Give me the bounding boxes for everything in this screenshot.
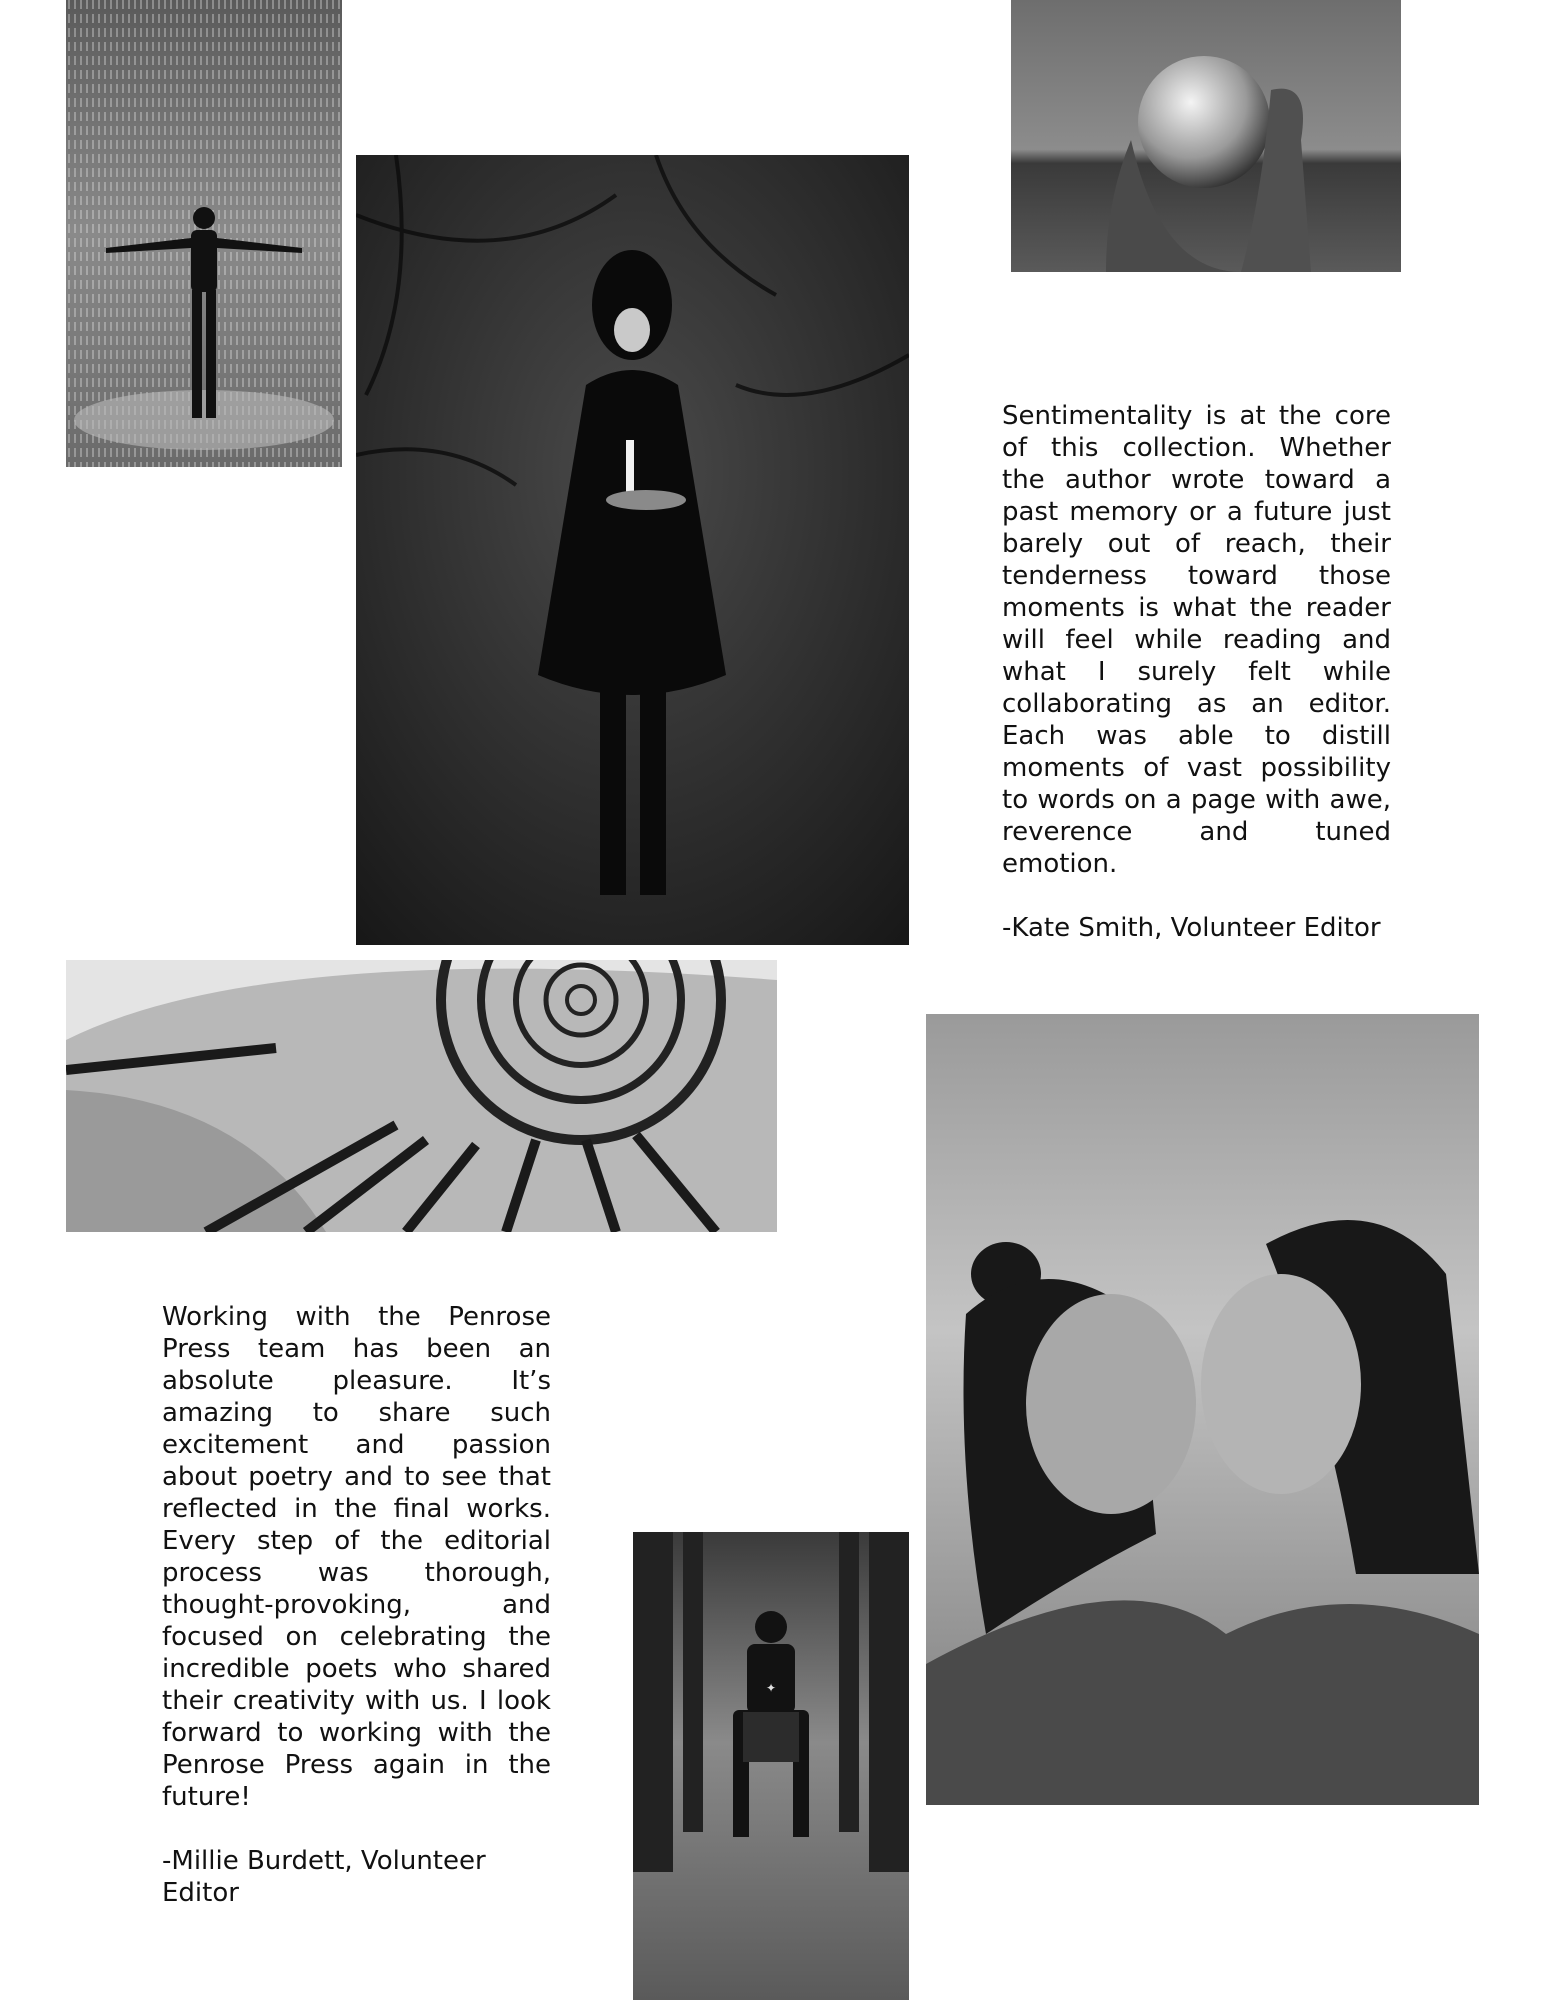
quote-signature: -Kate Smith, Volunteer Editor bbox=[1002, 913, 1381, 943]
quote-text: Working with the Penrose Press team has been an absolute pleasure. It’s amazing to share such excitement and passion about poetry and to see that reflected in the final works. Every step of the editorial process was thorough, thought-provoking, and focused on celebrating the incredible poets who shared their creativity with us. I look forward to working with the Penrose Press again in the future! bbox=[162, 1302, 551, 1812]
quote-signature: -Millie Burdett, Volunteer Editor bbox=[162, 1846, 486, 1908]
svg-text:✦: ✦ bbox=[765, 1681, 777, 1695]
millie-burdett-quote bbox=[162, 1301, 551, 1909]
man-sitting-in-forest-photo bbox=[633, 1532, 909, 2000]
crystal-ball-photo bbox=[1011, 0, 1401, 272]
couple-kissing-photo bbox=[926, 1014, 1479, 1805]
kate-smith-quote bbox=[1002, 400, 1391, 944]
man-in-rain-photo bbox=[66, 0, 342, 467]
quote-text: Sentimentality is at the core of this collection. Whether the author wrote toward a past memory or a future just barely out of reach, their tenderness toward those moments is what the reader will feel while reading and what I surely felt while collaborating as an editor. Each was able to distill moments of vast possibility to words on a page with awe, reverence and tuned emotion. bbox=[1002, 401, 1391, 879]
spiral-staircase-photo bbox=[66, 960, 777, 1232]
woman-with-candle-photo bbox=[356, 155, 909, 945]
